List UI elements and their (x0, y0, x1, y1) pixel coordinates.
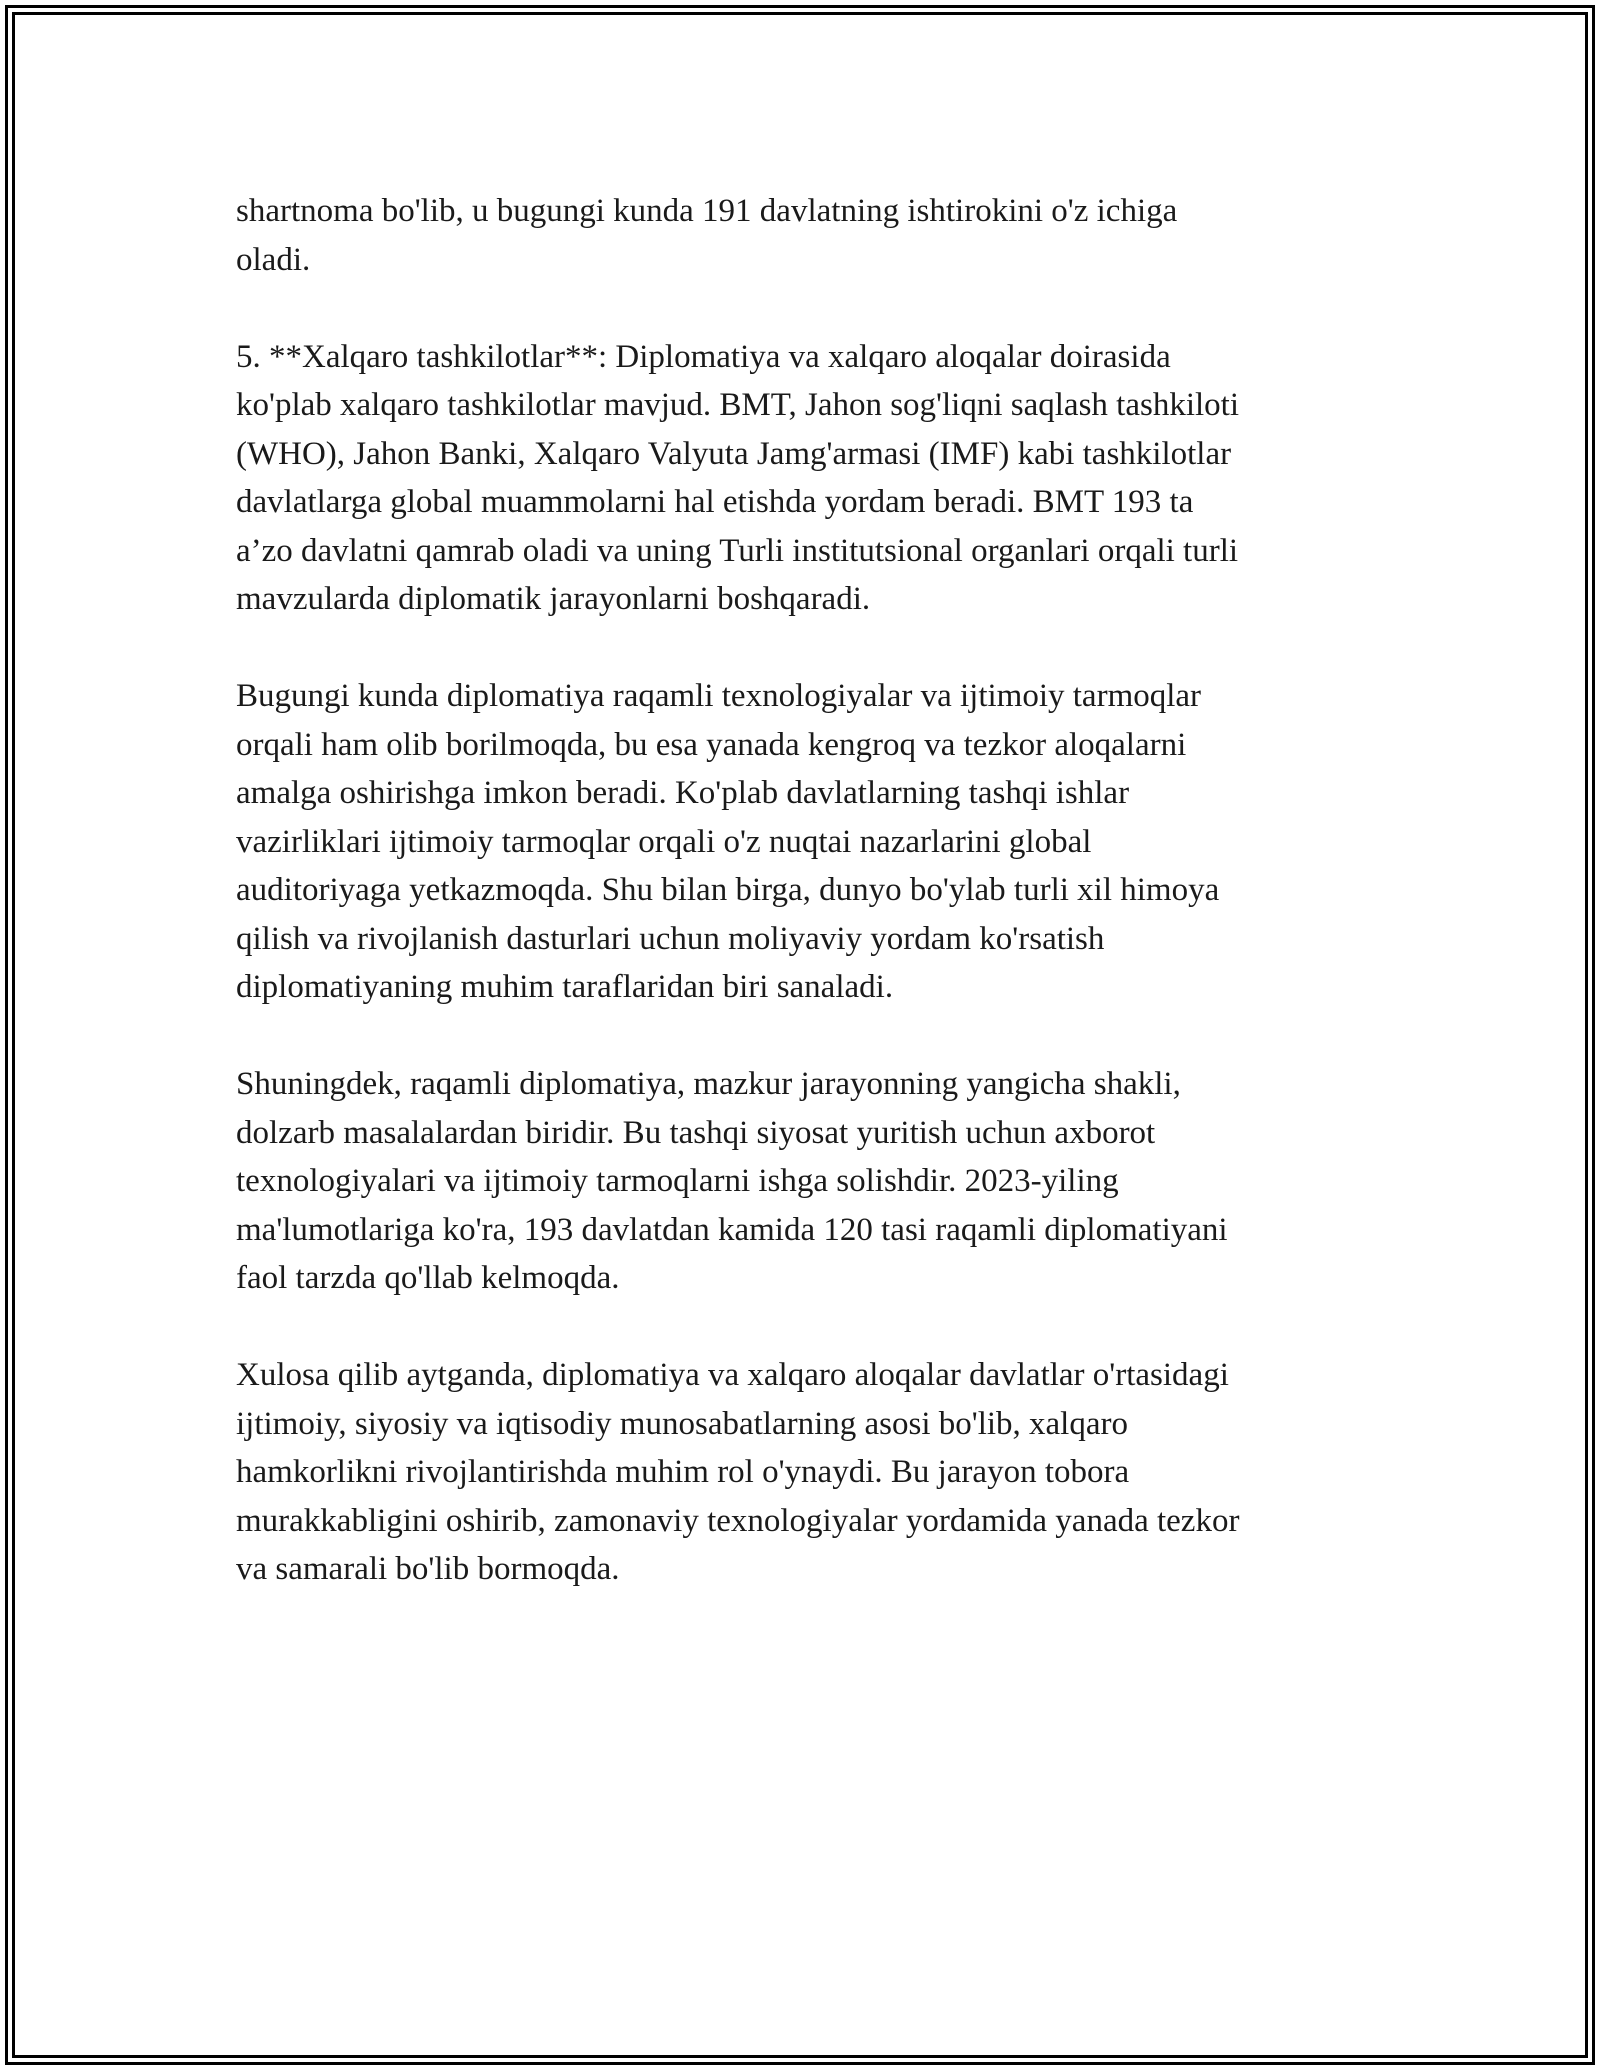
paragraph-treaty-continuation: shartnoma bo'lib, u bugungi kunda 191 davlatning ishtirokini o'z ichiga oladi. (236, 193, 1178, 278)
paragraph-international-organizations: 5. **Xalqaro tashkilotlar**: Diplomatiya va xalqaro aloqalar doirasida ko'plab xalqaro tashkilotlar mavjud. BMT, Jahon sog'liqni saqlash tashkiloti (WHO), Jahon Banki, Xalqaro Valyuta Jamg'armasi (IMF) kabi tashkilotlar davlatlarga global muammolarni hal etishda yordam beradi. BMT 193 ta a’zo davlatni qamrab oladi va uning Turli institutsional organlari orqali turli mavzularda diplomatik jarayonlarni boshqaradi. (236, 338, 1239, 617)
paragraph-digital-technologies: Bugungi kunda diplomatiya raqamli texnologiyalar va ijtimoiy tarmoqlar orqali ham olib borilmoqda, bu esa yanada kengroq va tezkor aloqalarni amalga oshirishga imkon beradi. Ko'plab davlatlarning tashqi ishlar vazirliklari ijtimoiy tarmoqlar orqali o'z nuqtai nazarlarini global auditoriyaga yetkazmoqda. Shu bilan birga, dunyo bo'ylab turli xil himoya qilish va rivojlanish dasturlari uchun moliyaviy yordam ko'rsatish diplomatiyaning muhim taraflaridan biri sanaladi. (236, 678, 1220, 1005)
paragraph-digital-diplomacy: Shuningdek, raqamli diplomatiya, mazkur jarayonning yangicha shakli, dolzarb masalalardan biridir. Bu tashqi siyosat yuritish uchun axborot texnologiyalari va ijtimoiy tarmoqlarni ishga solishdir. 2023-yiling ma'lumotlariga ko'ra, 193 davlatdan kamida 120 tasi raqamli diplomatiyani faol tarzda qo'llab kelmoqda. (236, 1066, 1228, 1296)
document-body (236, 187, 1376, 1642)
paragraph-conclusion: Xulosa qilib aytganda, diplomatiya va xalqaro aloqalar davlatlar o'rtasidagi ijtimoiy, siyosiy va iqtisodiy munosabatlarning asosi bo'lib, xalqaro hamkorlikni rivojlantirishda muhim rol o'ynaydi. Bu jarayon tobora murakkabligini oshirib, zamonaviy texnologiyalar yordamida yanada tezkor va samarali bo'lib bormoqda. (236, 1357, 1240, 1587)
